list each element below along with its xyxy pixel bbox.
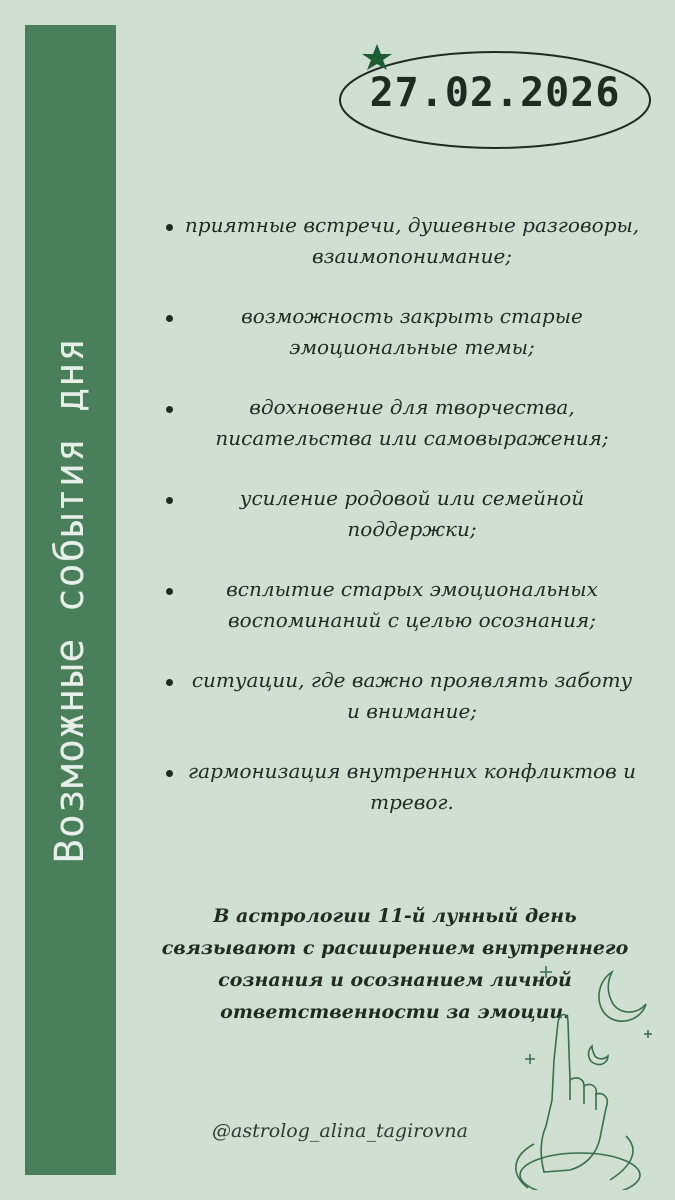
sparkle-icon [540,966,552,978]
event-text: приятные встречи, душевные разговоры, взаимопонимание; [184,213,640,268]
sparkle-icon [644,1030,652,1038]
crescent-moon-icon [599,972,646,1021]
events-list [160,210,640,847]
date-text: 27.02.2026 [369,70,621,116]
bullet-icon [166,497,173,504]
list-item [160,574,640,636]
side-title: Возможные события дня [47,336,93,864]
event-text: вдохновение для творчества, писательства или самовыражения; [215,395,609,450]
list-item [160,301,640,363]
event-text: всплытие старых эмоциональных воспоминаний с целью осознания; [226,577,598,632]
author-handle: @astrolog_alina_tagirovna [212,1120,468,1142]
list-item [160,392,640,454]
list-item [160,665,640,727]
hand-moon-illustration [500,960,660,1190]
event-text: гармонизация внутренних конфликтов и тревог. [188,759,636,814]
list-item [160,756,640,818]
bullet-icon [166,770,173,777]
event-text: усиление родовой или семейной поддержки; [239,486,585,541]
bullet-icon [166,406,173,413]
event-text: ситуации, где важно проявлять заботу и внимание; [191,668,633,723]
bullet-icon [166,679,173,686]
bullet-icon [166,224,173,231]
sparkle-icon [525,1054,535,1064]
date-badge [335,40,655,170]
list-item [160,210,640,272]
bullet-icon [166,315,173,322]
crescent-moon-icon [589,1046,608,1065]
bullet-icon [166,588,173,595]
astro-note: В астрологии 11-й лунный день связывают с расширением внутреннего сознания и осознанием личной ответственности за эмоции. [161,905,629,1023]
hand-pointing-icon [541,1015,607,1173]
list-item [160,483,640,545]
event-text: возможность закрыть старые эмоциональные темы; [241,304,583,359]
